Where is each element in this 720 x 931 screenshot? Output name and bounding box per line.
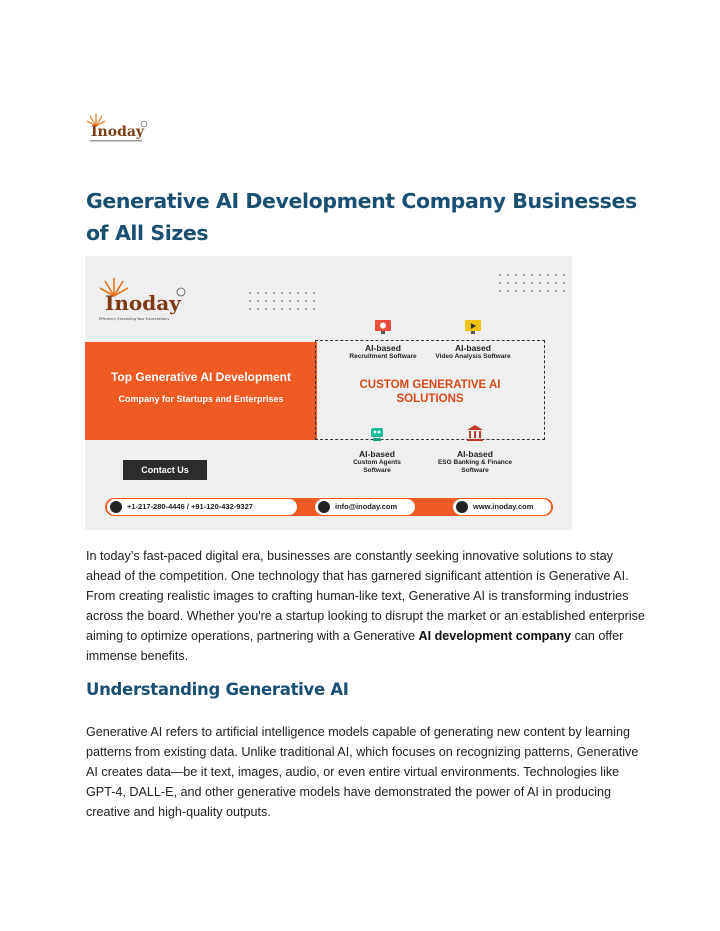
page-title: Generative AI Development Company Businesses of All Sizes [86, 189, 637, 245]
video-icon [464, 318, 482, 336]
phone-number: +1-217-280-4446 / +91-120-432-9327 [127, 502, 253, 511]
contact-us-button[interactable]: Contact Us [123, 460, 207, 480]
section-paragraph: Generative AI refers to artificial intelligence models capable of generating new content by learning patterns from existing data. Unlike traditional AI, which focuses on recognizing patterns, Generative AI creates data—be it text, images, audio, or even entire virtual environments. Technologies like GPT-4, DALL-E, and other generative models have demonstrated the power of AI in producing creative and high-quality outputs. [86, 725, 639, 819]
monitor-icon [374, 318, 392, 336]
website-url: www.inoday.com [473, 502, 534, 511]
svg-text:Inoday: Inoday [105, 291, 181, 315]
intro-paragraph: In today’s fast-paced digital era, businesses are constantly seeking innovative solutions to stay ahead of the competition. One technology that has garnered significant attention is Generative AI. From creating realistic images to crafting human-like text, Generative AI is transforming industries across the board. Whether you're a startup looking to disrupt the market or an established enterprise aiming to optimize operations, partnering with a Generative AI development company can offer immense benefits. [86, 549, 645, 663]
feature-video-analysis: AI-based Video Analysis Software [427, 318, 519, 361]
dot-pattern [499, 274, 565, 292]
email-address: info@inoday.com [335, 502, 398, 511]
feature-recruitment: AI-based Recruitment Software [343, 318, 423, 361]
globe-icon [456, 501, 468, 513]
inoday-logo [86, 112, 150, 146]
headline-panel [85, 342, 317, 440]
mail-icon [318, 501, 330, 513]
email-pill[interactable] [315, 499, 415, 515]
ai-development-company-link[interactable]: AI development company [418, 629, 572, 643]
website-pill[interactable] [453, 499, 551, 515]
feature-esg-banking: AI-based ESG Banking & Finance Software [423, 424, 527, 475]
hero-banner [85, 256, 572, 530]
banner-headline: Top Generative AI Development [110, 370, 292, 384]
contact-bar [105, 498, 553, 516]
banner-subheadline: Company for Startups and Enterprises [118, 394, 284, 404]
section-heading: Understanding Generative AI [86, 680, 349, 699]
brand-tagline: Efficiency Exceeding Your Expectations [99, 317, 170, 321]
bank-icon [466, 424, 484, 442]
feature-custom-agents: AI-based Custom Agents Software [337, 424, 417, 475]
robot-icon [368, 424, 386, 442]
phone-pill[interactable] [107, 499, 297, 515]
custom-solutions-title: CUSTOM GENERATIVE AI SOLUTIONS [359, 379, 501, 405]
phone-icon [110, 501, 122, 513]
dot-pattern [249, 292, 315, 310]
svg-text:Inoday: Inoday [91, 124, 145, 140]
inoday-logo [99, 276, 191, 324]
